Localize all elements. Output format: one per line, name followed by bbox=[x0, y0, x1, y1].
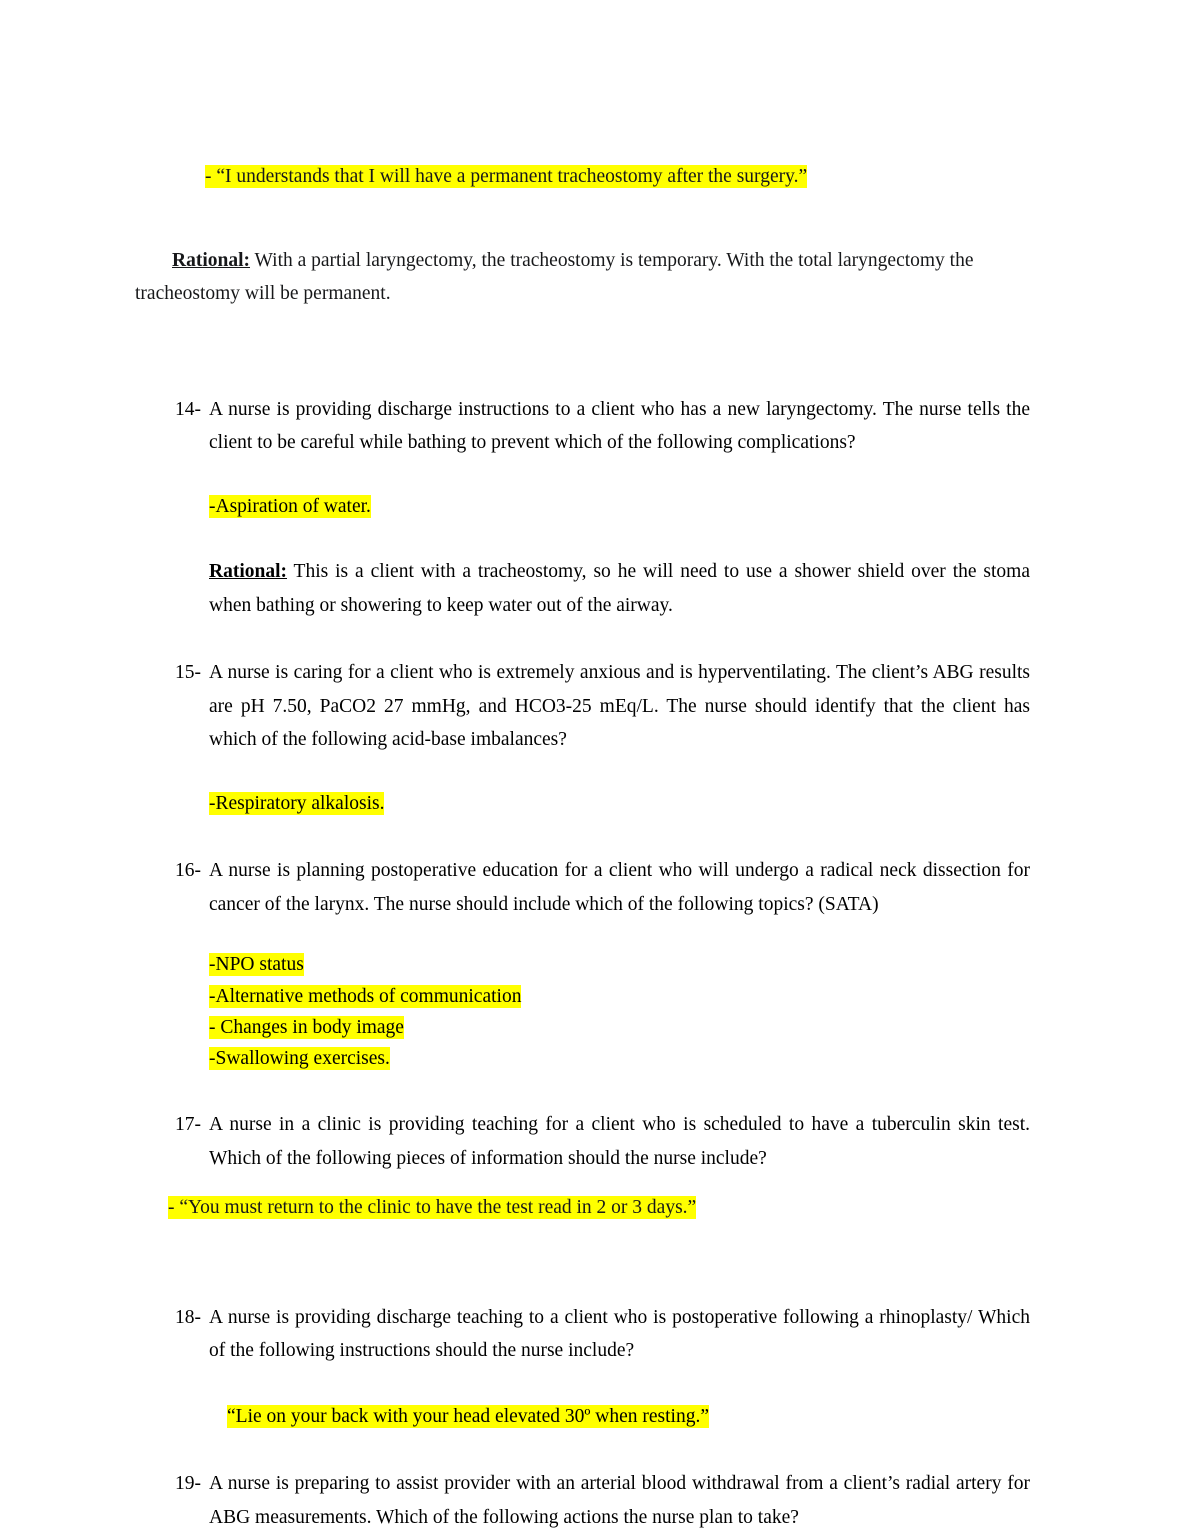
answer-text: -Swallowing exercises. bbox=[209, 1048, 390, 1069]
spacer bbox=[0, 820, 1190, 854]
rational-text: This is a client with a tracheostomy, so he will need to use a shower shield over the stoma when bathing or showering to keep water out of the airway. bbox=[209, 561, 1030, 616]
question-number: 15- bbox=[175, 662, 201, 684]
answer-text: -Alternative methods of communication bbox=[209, 985, 522, 1007]
rational-paragraph bbox=[209, 555, 1030, 622]
question-body bbox=[209, 787, 1030, 821]
spacer bbox=[0, 1433, 1190, 1467]
question-text: A nurse is planning postoperative education for a client who will undergo a radical neck dissection for cancer of the larynx. The nurse should include which of the following topics? (SATA) bbox=[209, 860, 1030, 915]
answer-line bbox=[209, 949, 1030, 980]
question-number: 14- bbox=[175, 398, 201, 420]
spacer bbox=[0, 1074, 1190, 1108]
answer-text: “Lie on your back with your head elevated 30º when resting.” bbox=[227, 1405, 710, 1427]
question-item bbox=[175, 393, 1030, 623]
question-item bbox=[175, 1301, 1030, 1434]
answer-line bbox=[168, 1191, 1190, 1225]
question-body bbox=[209, 490, 1030, 623]
question-item bbox=[175, 656, 1030, 820]
question-number: 19- bbox=[175, 1473, 201, 1495]
answer-line bbox=[209, 490, 1030, 524]
question-text: A nurse is providing discharge instructions to a client who has a new laryngectomy. The nurse tells the client to be careful while bathing to prevent which of the following complications? bbox=[209, 398, 1030, 454]
answer-text: - Changes in body image bbox=[209, 1016, 404, 1038]
spacer bbox=[0, 1225, 1190, 1283]
answer-text: -Aspiration of water. bbox=[209, 495, 371, 517]
rational-label: Rational: bbox=[172, 249, 250, 271]
rational-label: Rational: bbox=[209, 561, 287, 583]
answer-line bbox=[209, 1012, 1030, 1043]
spacer bbox=[0, 311, 1190, 381]
rational-text: With a partial laryngectomy, the tracheostomy is temporary. With the total laryngectomy the tracheostomy will be permanent. bbox=[135, 249, 974, 305]
question-number: 18- bbox=[175, 1306, 201, 1328]
question-item bbox=[175, 854, 1030, 1074]
question-body bbox=[209, 1400, 1030, 1434]
answer-line bbox=[227, 1400, 1030, 1434]
question-item bbox=[175, 1108, 1030, 1175]
answer-text: - “You must return to the clinic to have the test read in 2 or 3 days.” bbox=[168, 1197, 697, 1219]
answer-text: - “I understands that I will have a permanent tracheostomy after the surgery.” bbox=[205, 166, 808, 187]
answer-line bbox=[209, 787, 1030, 821]
spacer bbox=[0, 622, 1190, 656]
answer-list bbox=[209, 949, 1030, 1074]
question-text: A nurse is preparing to assist provider with an arterial blood withdrawal from a client’s radial artery for ABG measurements. Which of the following actions the nurse plan to take? bbox=[209, 1473, 1030, 1528]
question-item bbox=[175, 1467, 1030, 1534]
answer-line bbox=[209, 1043, 1030, 1074]
question-number: 17- bbox=[175, 1114, 201, 1136]
question-number: 16- bbox=[175, 860, 201, 882]
answer-text: -NPO status bbox=[209, 954, 304, 976]
answer-line bbox=[209, 981, 1030, 1012]
question-text: A nurse is providing discharge teaching to a client who is postoperative following a rhinoplasty/ Which of the following instructions should the nurse include? bbox=[209, 1306, 1030, 1362]
question-text: A nurse is caring for a client who is extremely anxious and is hyperventilating. The client’s ABG results are pH 7.50, PaCO2 27 mmHg, and HCO3-25 mEq/L. The nurse should identify that the client has which of the following acid-base imbalances? bbox=[209, 662, 1030, 751]
question-text: A nurse in a clinic is providing teaching for a client who is scheduled to have a tuberculin skin test. Which of the following pieces of information should the nurse include? bbox=[209, 1114, 1030, 1169]
rational-paragraph bbox=[135, 244, 1035, 311]
answer-text: -Respiratory alkalosis. bbox=[209, 792, 385, 814]
answer-line bbox=[205, 160, 1025, 194]
